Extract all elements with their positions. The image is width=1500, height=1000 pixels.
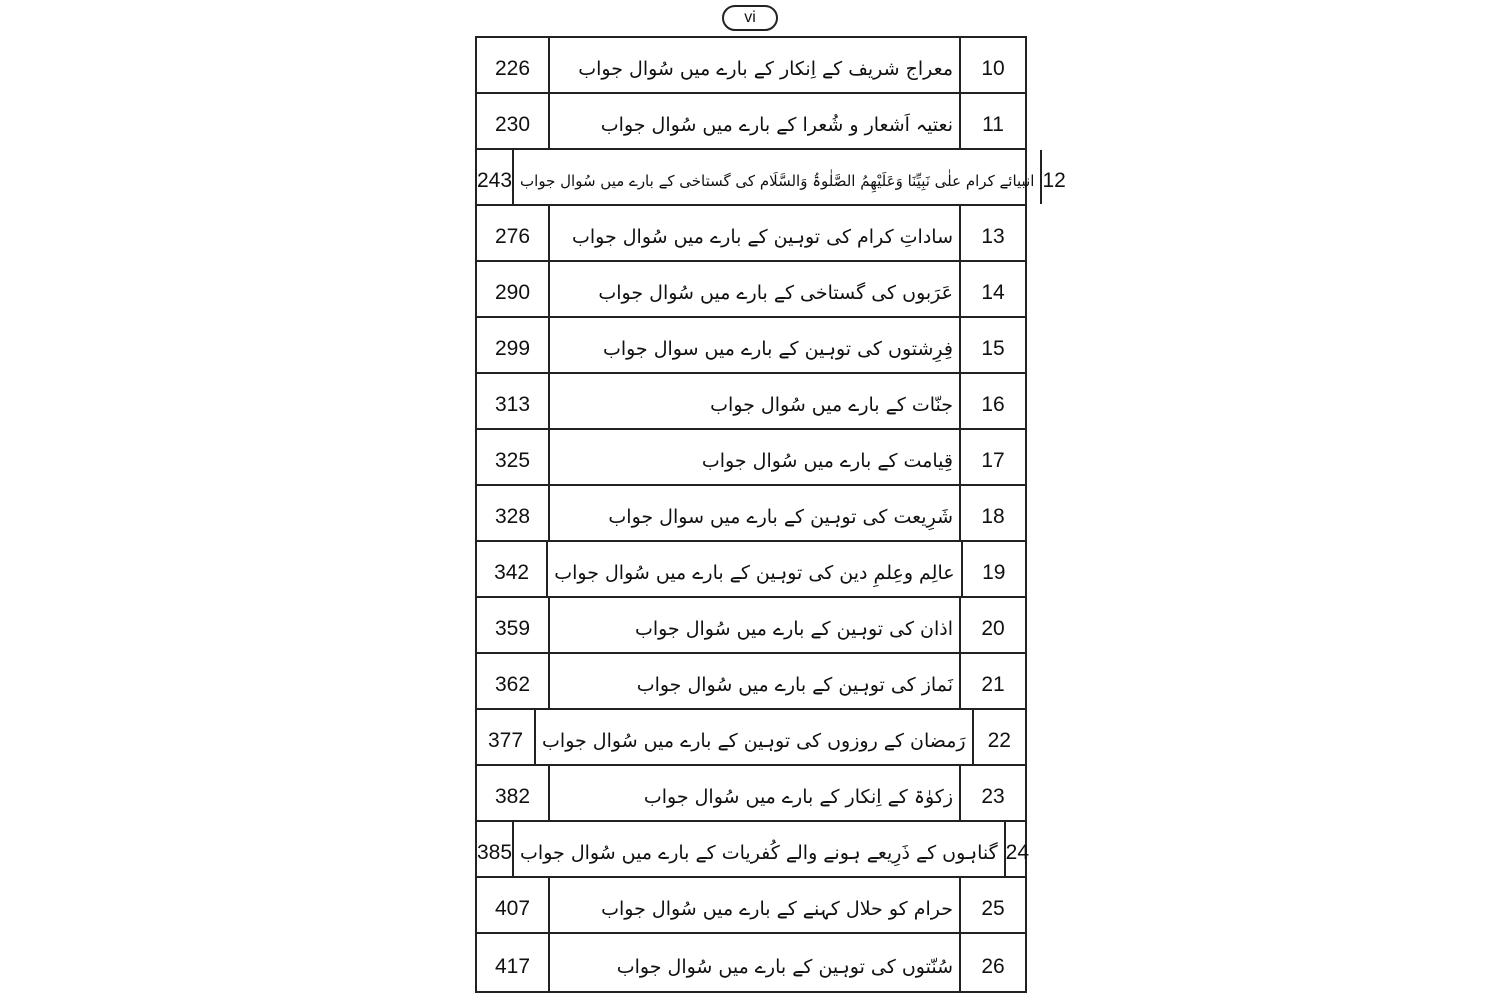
entry-page-number: 290 [477,262,550,316]
table-row [477,598,1025,654]
entry-number: 11 [982,113,1004,136]
entry-page-number: 342 [477,542,548,596]
table-row [477,486,1025,542]
entry-title: رَمضان کے روزوں کی توہین کے بارے میں سُوال جواب [536,710,974,764]
table-row [477,710,1025,766]
entry-number: 14 [981,281,1005,304]
entry-page-number: 407 [477,878,550,932]
entry-page-number: 377 [477,710,536,764]
entry-number: 15 [981,337,1005,360]
table-row [477,934,1025,991]
entry-title: فِرِشتوں کی توہین کے بارے میں سوال جواب [550,318,961,372]
entry-title: ساداتِ کرام کی توہین کے بارے میں سُوال جواب [550,206,961,260]
entry-number: 13 [981,225,1005,248]
table-row [477,822,1030,878]
entry-number: 17 [981,449,1005,472]
table-row [477,318,1025,374]
entry-number: 10 [981,57,1005,80]
table-row [477,206,1025,262]
entry-title: شَرِیعت کی توہین کے بارے میں سوال جواب [550,486,961,540]
table-row [477,374,1025,430]
entry-page-number: 359 [477,598,550,652]
entry-number: 21 [981,673,1005,696]
entry-number: 19 [982,561,1006,584]
entry-number: 12 [1042,169,1066,192]
entry-page-number: 276 [477,206,550,260]
page-number-badge: vi [722,5,778,31]
entry-number: 18 [981,505,1005,528]
table-row [477,766,1025,822]
entry-title: عالِم وعِلمِ دین کی توہین کے بارے میں سُوال جواب [548,542,962,596]
entry-page-number: 382 [477,766,550,820]
entry-title: قِیامت کے بارے میں سُوال جواب [550,430,961,484]
entry-title: جنّات کے بارے میں سُوال جواب [550,374,961,428]
entry-title: سُنّتوں کی توہین کے بارے میں سُوال جواب [550,934,961,991]
entry-page-number: 385 [477,822,514,876]
entry-number: 26 [981,954,1005,978]
table-row [477,38,1025,94]
table-row [477,542,1025,598]
table-row [477,94,1025,150]
entry-title: معراج شریف کے اِنکار کے بارے میں سُوال جواب [550,38,961,92]
entry-page-number: 243 [477,150,514,204]
entry-page-number: 362 [477,654,550,708]
table-row [477,262,1025,318]
entry-page-number: 328 [477,486,550,540]
entry-number: 20 [981,617,1005,640]
entry-page-number: 230 [477,94,550,148]
entry-page-number: 226 [477,38,550,92]
entry-title: عَرَبوں کی گستاخی کے بارے میں سُوال جواب [550,262,961,316]
table-row [477,878,1025,934]
entry-number: 23 [981,785,1005,808]
table-of-contents [475,36,1066,993]
entry-title: زکوٰۃ کے اِنکار کے بارے میں سُوال جواب [550,766,961,820]
entry-number: 22 [987,729,1011,752]
entry-title: انبیائے کرام علٰی نَبِیِّنَا وَعَلَیْھِمُ الصَّلٰوۃُ وَالسَّلَام کی گستاخی کے بارے میں سُوال جواب [514,150,1042,204]
table-row [477,150,1066,206]
entry-title: نعتیہ اَشعار و شُعرا کے بارے میں سُوال جواب [550,94,961,148]
entry-page-number: 313 [477,374,550,428]
entry-number: 16 [981,393,1005,416]
table-row [477,430,1025,486]
entry-title: نَماز کی توہین کے بارے میں سُوال جواب [550,654,961,708]
entry-number: 25 [981,897,1005,920]
entry-title: حرام کو حلال کہنے کے بارے میں سُوال جواب [550,878,961,932]
entry-title: اذان کی توہین کے بارے میں سُوال جواب [550,598,961,652]
entry-page-number: 417 [477,934,550,991]
entry-number: 24 [1005,841,1030,864]
entry-page-number: 325 [477,430,550,484]
entry-title: گناہوں کے ذَرِیعے ہونے والے کُفریات کے بارے میں سُوال جواب [514,822,1006,876]
table-row [477,654,1025,710]
entry-page-number: 299 [477,318,550,372]
